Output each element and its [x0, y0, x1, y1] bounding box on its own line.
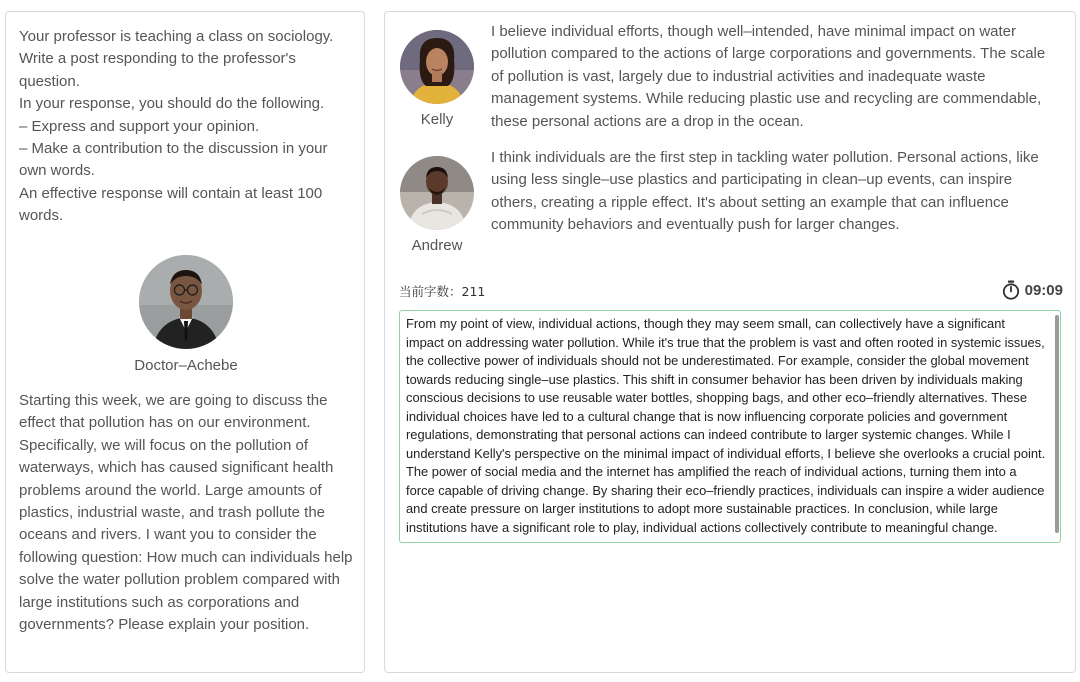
- word-count: 当前字数：211: [399, 284, 486, 299]
- professor-panel: [5, 11, 365, 673]
- professor-name: Doctor–Achebe: [134, 357, 238, 374]
- student-post-text: I believe individual efforts, though well–intended, have minimal impact on water pollution compared to the actions of large corporations and governments. The scale of pollution is vast, largely due to industrial activities and inadequate waste management systems. While reducing plastic use and recycling are commendable, these personal actions are a drop in the ocean.: [491, 23, 1046, 130]
- student-name: Kelly: [420, 111, 454, 128]
- student-profile: [399, 156, 475, 254]
- kelly-avatar: [400, 30, 474, 104]
- student-post-text: I think individuals are the first step in tackling water pollution. Personal actions, like using less single–use plastics and participating in clean–up events, can inspire others, creating a ripple effect. It's about setting an example that can influence community behaviors and eventually push for larger changes.: [491, 149, 1039, 234]
- editor-scrollbar[interactable]: [1055, 315, 1059, 533]
- task-instructions: [19, 26, 351, 228]
- student-name: Andrew: [411, 237, 463, 254]
- andrew-avatar: [400, 156, 474, 230]
- status-bar: [399, 280, 1063, 302]
- instruction-line: Your professor is teaching a class on sociology. Write a post responding to the professor's question.: [19, 28, 334, 90]
- instruction-line: In your response, you should do the following.: [19, 95, 325, 113]
- instruction-line: – Express and support your opinion.: [19, 117, 260, 135]
- professor-prompt: Starting this week, we are going to discuss the effect that pollution has on our environment. Specifically, we will focus on the pollution of waterways, which has caused significant health problems around the world. Large amounts of plastics, industrial waste, and trash pollute the oceans and rivers. I want you to consider the following question: How much can individuals help solve the water pollution problem compared with large institutions such as corporations and governments? Please explain your position.: [19, 392, 353, 634]
- timer-value: 09:09: [1024, 281, 1063, 299]
- professor-avatar: [139, 255, 233, 349]
- discussion-panel: [384, 11, 1076, 673]
- instruction-line: An effective response will contain at least 100 words.: [19, 184, 323, 225]
- professor-profile: [6, 255, 366, 374]
- response-text[interactable]: From my point of view, individual actions, though they may seem small, can collectively have a significant impact on addressing water pollution. While it's true that the problem is vast and often rooted in systemic issues, the collective power of individuals should not be underestimated. For example, consider the global movement towards reducing single–use plastics. This shift in consumer behavior has been driven by individuals making conscious decisions to use reusable water bottles, shopping bags, and other eco–friendly alternatives. These individual choices have led to a cultural change that is now influencing corporate policies and government regulations, demonstrating that personal actions can indeed contribute to larger systemic changes. While I understand Kelly's perspective on the minimal impact of individual efforts, I believe she overlooks a crucial point. The power of social media and the internet has amplified the reach of individual actions, turning them into a force capable of driving change. By sharing their eco–friendly practices, individuals can inspire a wider audience and create pressure on larger institutions to adopt more sustainable practices. In conclusion, while large institutions have a significant role to play, individual actions collectively contribute to meaningful change.: [406, 316, 1046, 535]
- instruction-line: – Make a contribution to the discussion in your own words.: [19, 140, 328, 180]
- student-profile: [399, 30, 475, 128]
- stopwatch-icon: [1002, 280, 1020, 300]
- countdown-timer: [1002, 280, 1063, 300]
- response-editor[interactable]: [399, 310, 1061, 543]
